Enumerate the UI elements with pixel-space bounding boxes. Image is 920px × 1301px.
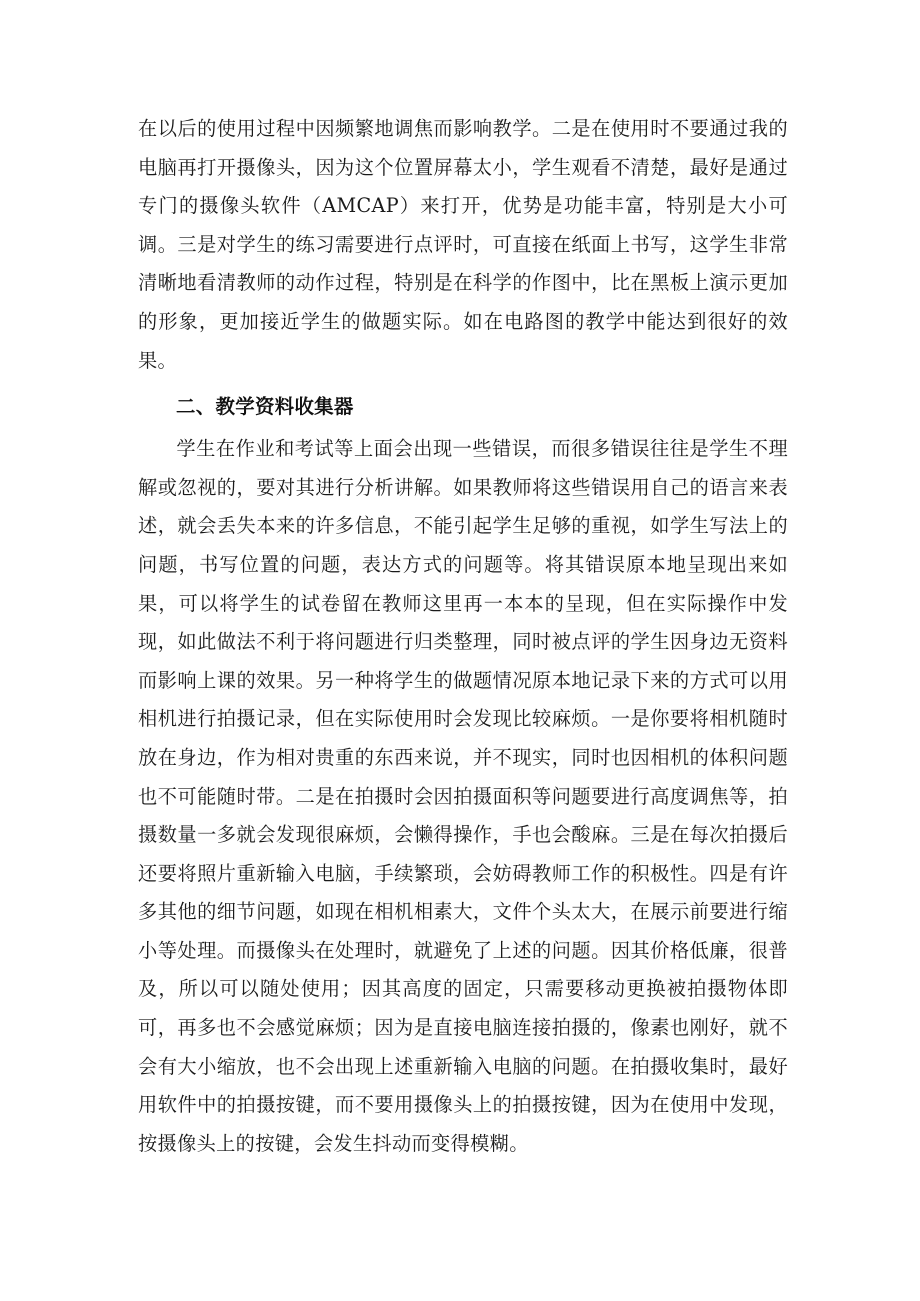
document-body — [138, 110, 788, 1163]
paragraph-body: 学生在作业和考试等上面会出现一些错误，而很多错误往往是学生不理解或忽视的，要对其进行分析讲解。如果教师将这些错误用自己的语言来表述，就会丢失本来的许多信息，不能引起学生足够的重视，如学生写法上的问题，书写位置的问题，表达方式的问题等。将其错误原本地呈现出来如果，可以将学生的试卷留在教师这里再一本本的呈现，但在实际操作中发现，如此做法不利于将问题进行归类整理，同时被点评的学生因身边无资料而影响上课的效果。另一种将学生的做题情况原本地记录下来的方式可以用相机进行拍摄记录，但在实际使用时会发现比较麻烦。一是你要将相机随时放在身边，作为相对贵重的东西来说，并不现实，同时也因相机的体积问题也不可能随时带。二是在拍摄时会因拍摄面积等问题要进行高度调焦等，拍摄数量一多就会发现很麻烦，会懒得操作，手也会酸麻。三是在每次拍摄后还要将照片重新输入电脑，手续繁琐，会妨碍教师工作的积极性。四是有许多其他的细节问题，如现在相机相素大，文件个头太大，在展示前要进行缩小等处理。而摄像头在处理时，就避免了上述的问题。因其价格低廉，很普及，所以可以随处使用；因其高度的固定，只需要移动更换被拍摄物体即可，再多也不会感觉麻烦；因为是直接电脑连接拍摄的，像素也刚好，就不会有大小缩放，也不会出现上述重新输入电脑的问题。在拍摄收集时，最好用软件中的拍摄按键，而不要用摄像头上的拍摄按键，因为在使用中发现，按摄像头上的按键，会发生抖动而变得模糊。 — [138, 437, 788, 1155]
paragraph-continuation: 在以后的使用过程中因频繁地调焦而影响教学。二是在使用时不要通过我的电脑再打开摄像头，因为这个位置屏幕太小，学生观看不清楚，最好是通过专门的摄像头软件（AMCAP）来打开，优势是功能丰富，特别是大小可调。三是对学生的练习需要进行点评时，可直接在纸面上书写，这学生非常清晰地看清教师的动作过程，特别是在科学的作图中，比在黑板上演示更加的形象，更加接近学生的做题实际。如在电路图的教学中能达到很好的效果。 — [138, 117, 788, 372]
section-heading: 二、教学资料收集器 — [176, 395, 354, 419]
